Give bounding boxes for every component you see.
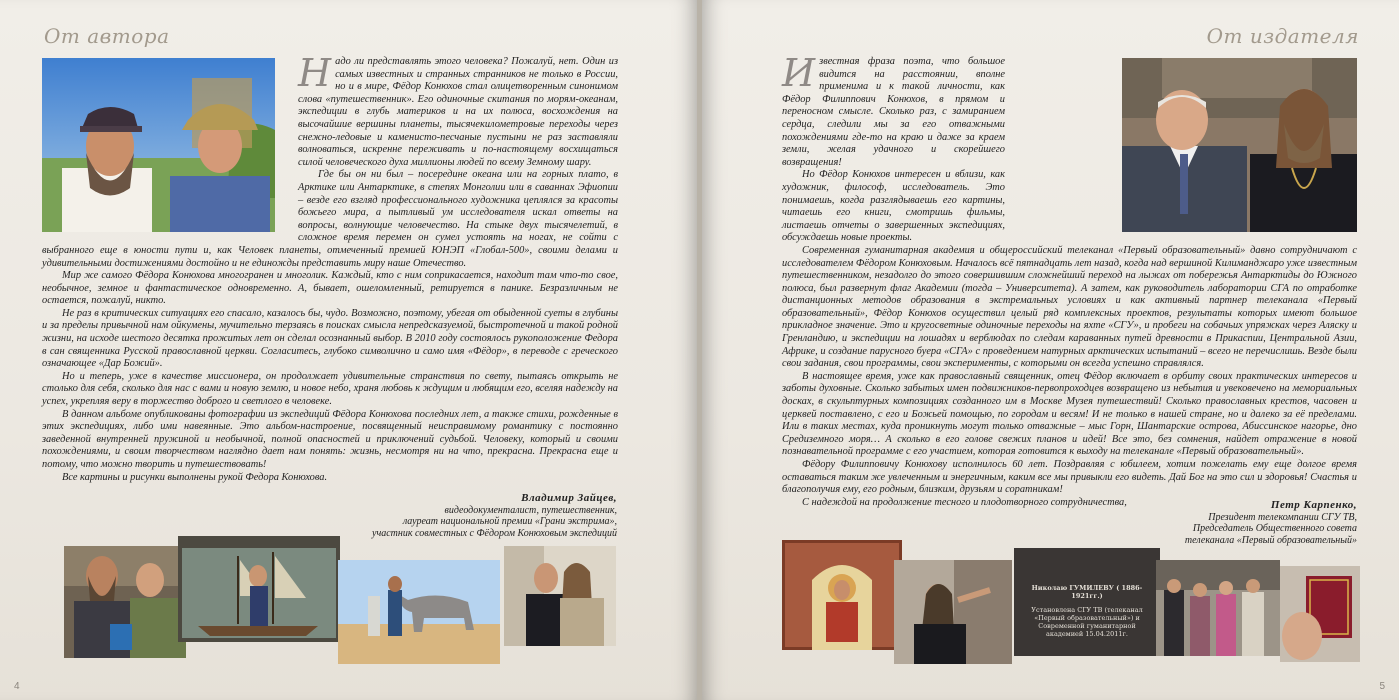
photo-horse-desert — [338, 560, 500, 664]
author-paragraph: Все картины и рисунки выполнены рукой Федора Конюхова. — [62, 471, 328, 483]
plaque-text: Установлена СГУ ТВ (телеканал «Первый образовательный») и Современной гуманитарной академией 15.04.2011г. — [1031, 606, 1143, 638]
photo-two-people-indoor — [504, 546, 616, 646]
left-section-title: От автора — [44, 24, 170, 48]
author-role-2: лауреат национальной премии «Грани экстрима», — [402, 516, 617, 527]
photo-float-spacer — [1005, 56, 1357, 234]
dropcap-i: И — [782, 51, 816, 95]
left-page — [0, 0, 697, 700]
publisher-signature — [1097, 500, 1357, 546]
author-paragraph: Но и теперь, уже в качестве миссионера, он продолжает удивительные странствия по свету, пытаясь открыть не столько для себя, сколько для нас с вами и новую землю, и новое небо, храня любовь к ждущим и любящим его, вселяя надежду на успех, укрепляя веру в торжество доброго и светлого в человеке. — [42, 370, 618, 408]
right-page — [702, 0, 1399, 700]
publisher-paragraph: В настоящее время, уже как православный священник, отец Фёдор включает в орбиту своих практических интересов и заботы духовные. Сколько забытых имен подвижников-первопроходцев возвращено из небытия и увековечено на мемориальных досках, в скульптурных композициях созданного им в Москве Музея путешествий! Сколько православных крестов, часовен и церквей поставлено, с его и Божьей помощью, по городам и весям! И не только в нашей стране, но и далеко за её пределами. Или в таких местах, куда проникнуть могут только отважные – мыс Горн, Шантарские острова, Абиссинское нагорье, дно Средиземного моря… А сколько в его голове свежих планов и идей! Все это, без сомнения, найдет отражение в новой познавательной программе с его участием, которая готовится к выходу на телеканале «Первый образовательный». — [782, 370, 1357, 458]
author-paragraph: Мир же самого Фёдора Конюхова многогранен и многолик. Каждый, кто с ним соприкасается, находит там что-то свое, необычное, земное и фантастическое одновременно. А, бывает, ошеломленный, ретируется в панике. Безразличным не остается, пожалуй, никто. — [42, 270, 618, 307]
publisher-paragraph: звестная фраза поэта, что большое видится на расстоянии, вполне применима и к такой личности, как Фёдор Филиппович Конюхов, в прямом и переносном смысле. Сколько раз, с замиранием сердца, следили мы за его отважными похождениями где-то на краю и даже за краем земли, желая удачного и скорейшего возвращения! — [782, 56, 1005, 168]
author-role-3: участник совместных с Фёдором Конюховым экспедиций — [372, 527, 617, 539]
publisher-paragraph: Но Фёдор Конюхов интересен и вблизи, как художник, философ, исследователь. Это понимаешь, когда разглядываешь его картины, читаешь его книги, смотришь фильмы, листаешь отчеты о завершенных экспедициях, обсуждаешь новые проекты. — [782, 169, 1005, 244]
author-paragraph: Не раз в критических ситуациях его спасало, казалось бы, чудо. Возможно, поэтому, убегая от обыденной суеты в глубины и за пределы привычной нам ойкумены, мучительно терзаясь в поисках смысла непредсказуемой, быстротечной и такой родной жизни, на исходе шестого десятка прожитых лет он сделал осознанный выбор. В 2010 году состоялось рукоположение Федора в сан священника Русской православной церкви. Согласитесь, глубоко символично и само имя «Фёдор», в переводе с греческого означающее «Дар Божий». — [42, 307, 618, 370]
plaque-name: Николаю ГУМИЛЕВУ ( 1886-1921гг.) — [1031, 584, 1143, 600]
dropcap-n: Н — [298, 51, 332, 95]
author-text — [42, 51, 618, 484]
publisher-text — [782, 51, 1357, 509]
publisher-paragraph: Современная гуманитарная академия и общероссийский телеканал «Первый образовательный» давно сотрудничают с исследователем Фёдором Конюховым. Началось всё пятнадцать лет назад, когда над вершиной Килиманджаро уже известным путешественником, незадолго до этого совершившим сложнейший переход на лыжах от побережья Антарктиды до Южного полюса, был развернут флаг Академии (тогда – Университета). А затем, как руководитель лаборатории СГА по отработке дистанционных методов образования в экстремальных условиях и как активный партнер телеканала «Первый образовательный», Фёдор Конюхов осуществил целый ряд комплексных проектов, результаты которых имеют большое прикладное значение. Это и кругосветные одиночные переходы на яхте «СГУ», и пробеги на собачьих упряжках через Аляску и Гренландию, и экспедиции на лошадях и верблюдах по следам караванных путей древности в Прикаспии, Центральной Азии, Африке, и создание парусного буера «СГА» с проведением натурных арктических испытаний – всего не перечислишь. Везде были свои задания, свои программы, свои эксперименты, с которыми он всегда успешно справлялся. — [782, 244, 1357, 370]
photo-icon-saint — [782, 540, 902, 650]
publisher-name: Петр Карпенко, — [1270, 499, 1357, 511]
publisher-role-2: Председатель Общественного совета — [1192, 523, 1357, 534]
photo-float-spacer — [42, 56, 298, 234]
author-signature — [297, 493, 617, 539]
photo-priest-memorial — [894, 560, 1012, 664]
author-paragraph: В данном альбоме опубликованы фотографии из экспедиций Фёдора Конюхова последних лет, а также стихи, рожденные в этих экспедициях, либо ими навеянные. Это альбом-настроение, посвященный неисправимому романтику с постоянно заведенной внутренней пружиной и необычной, полной опасностей и приключений судьбой. Человеку, который и своими похождениями, и своим творчеством наглядно дает нам понять: жизнь, несмотря ни на что, прекрасна. Прекрасна еще и потому, что можно творить и путешествовать! — [42, 408, 618, 470]
publisher-role-1: Президент телекомпании СГУ ТВ, — [1208, 511, 1357, 523]
author-name: Владимир Зайцев, — [521, 492, 617, 504]
photo-painting-ship — [178, 536, 340, 642]
page-number-left: 4 — [14, 681, 20, 692]
author-paragraph: Где бы он ни был – посередине океана или на горных плато, в Арктике или Антарктике, в степях Монголии или в саваннах Эфиопии – везде его взгляд профессионального художника цеплялся за красоты божьего мира, а пытливый ум исследователя искал ответы на вопросы, волнующие человечество. На стыке двух тысячелетий, в сложное время перемен он сумел устоять на ногах, не сойти с выбранного еще в юности пути и, как Человек планеты, отмеченный премией ЮНЭП «Глобал-500», своими делами и удивительными достижениями достойно и не единожды представить миру наше Отечество. — [42, 169, 618, 269]
page-number-right: 5 — [1379, 681, 1385, 692]
publisher-role-3: телеканала «Первый образовательный» — [1184, 534, 1357, 546]
right-section-title: От издателя — [1206, 24, 1359, 48]
photo-two-men-book — [64, 546, 186, 658]
author-paragraph: адо ли представлять этого человека? Пожалуй, нет. Один из самых известных и странных странников не только в России, но и в мире, Фёдор Конюхов стал олицетворенным синонимом слова «путешественник». Его одиночные скитания по морям-океанам, экспедиции в глубь материков и на их полюса, восхождения на высочайшие вершины планеты, тысячекилометровые переходы через снежно-ледовые и каменисто-песчаные пустыни не раз заставляли волноваться, искренне переживать и по-настоящему восхищаться силой человеческого духа миллионы людей по всему Земному шару. — [298, 56, 618, 168]
photo-crowd-event — [1156, 560, 1280, 656]
publisher-paragraph: Фёдору Филипповичу Конюхову исполнилось 60 лет. Поздравляя с юбилеем, хотим пожелать ему еще долгое время оставаться таким же увлеченным и энергичным, каким все мы привыкли его видеть. Дай Бог на это сил и здоровья! Счастья и благополучия ему, его родным, близким, друзьям и соратникам! — [782, 459, 1357, 496]
publisher-paragraph: С надеждой на продолжение тесного и плодотворного сотрудничества, — [802, 496, 1127, 508]
memorial-plaque — [1014, 548, 1160, 656]
photo-hand-book — [1280, 566, 1360, 662]
author-role-1: видеодокументалист, путешественник, — [444, 504, 617, 516]
